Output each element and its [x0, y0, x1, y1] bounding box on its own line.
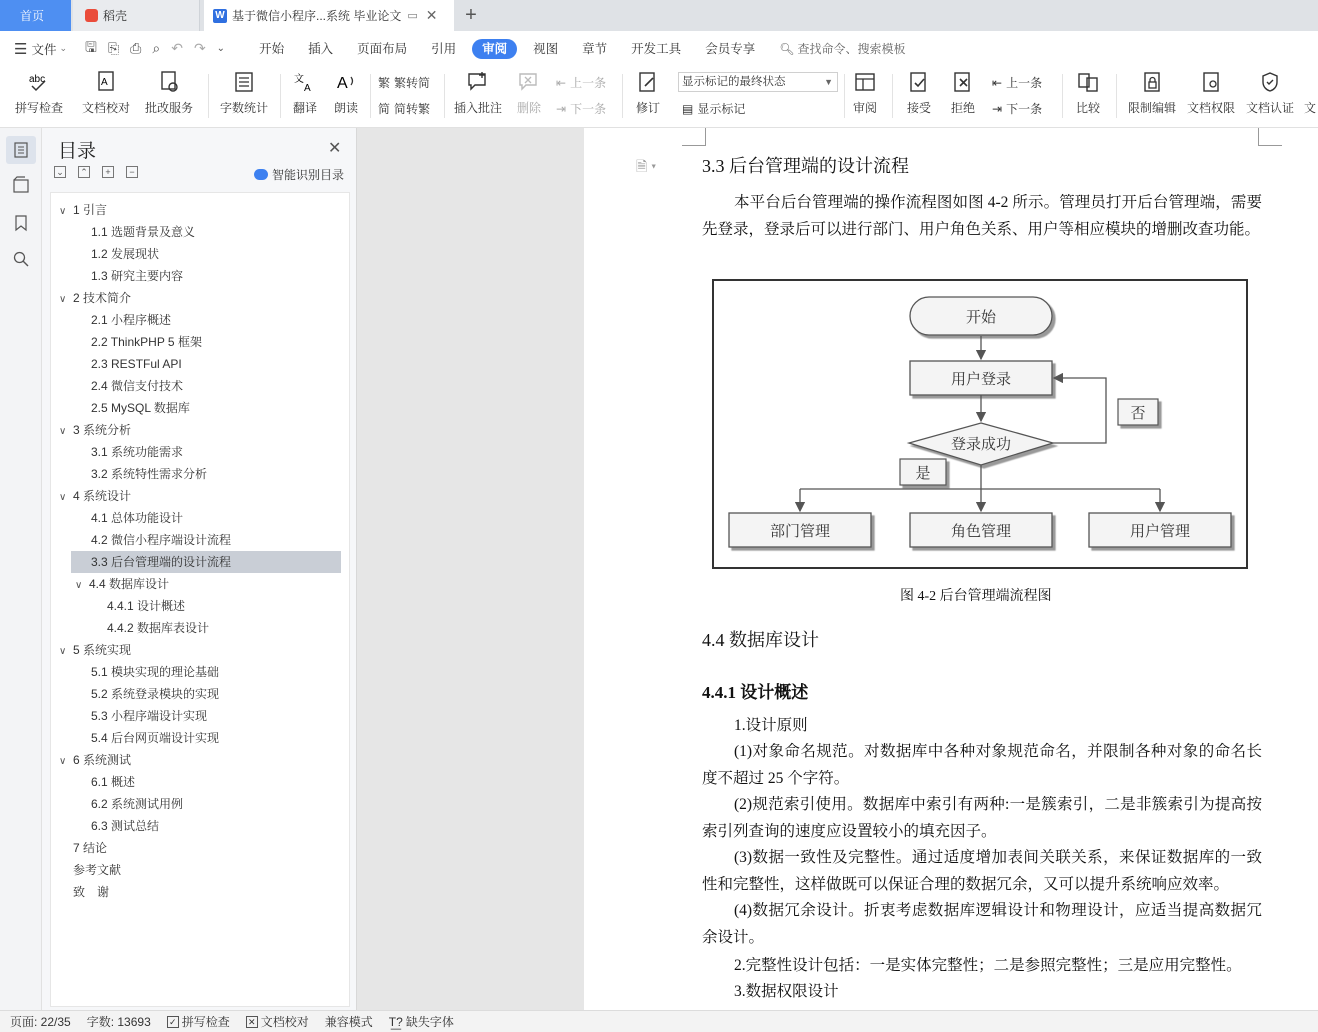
- accept-button[interactable]: [900, 66, 938, 126]
- tab-daoke-label: 稻壳: [103, 9, 128, 23]
- next-comment-label: 下一条: [570, 102, 607, 116]
- chevron-down-icon[interactable]: ∨: [59, 426, 67, 437]
- heading-design-overview: 4.4.1 设计概述: [702, 683, 809, 702]
- quick-access-toolbar: [85, 37, 225, 61]
- svg-text:A: A: [304, 83, 311, 94]
- toc-item[interactable]: [51, 419, 131, 441]
- print-preview-icon[interactable]: ⌕: [152, 40, 161, 56]
- toc-list: [50, 192, 350, 1007]
- toc-item-label: 1 引言: [73, 203, 108, 217]
- command-search[interactable]: [779, 40, 905, 57]
- compare-button[interactable]: [1068, 66, 1108, 126]
- status-spell-check[interactable]: [167, 1013, 230, 1030]
- toc-item[interactable]: [51, 485, 131, 507]
- toc-pane: [42, 128, 357, 1010]
- shield-icon: [1256, 69, 1284, 95]
- flow-start-label: 开始: [965, 308, 997, 326]
- compare-label: 比较: [1075, 101, 1100, 115]
- doc-auth-label: 文档认证: [1245, 101, 1294, 115]
- toc-item-label: 2 技术简介: [73, 291, 132, 305]
- toc-item-label: 2.5 MySQL 数据库: [91, 401, 190, 415]
- svg-text:A: A: [337, 75, 348, 92]
- review-pane-button[interactable]: [846, 66, 884, 126]
- toc-item[interactable]: [51, 199, 107, 221]
- remove-level-icon[interactable]: −: [126, 166, 138, 178]
- toc-item[interactable]: [51, 661, 219, 683]
- ribbon-tabs: [247, 39, 767, 59]
- show-markup-button[interactable]: [682, 100, 745, 117]
- toc-item[interactable]: [51, 397, 190, 419]
- insert-comment-button[interactable]: [450, 66, 506, 126]
- toc-item[interactable]: [51, 749, 131, 771]
- toc-item-label: 6.2 系统测试用例: [91, 797, 184, 811]
- toc-item[interactable]: [51, 815, 159, 837]
- chevron-down-icon: ▼: [824, 77, 833, 87]
- doc-auth-button[interactable]: [1242, 66, 1298, 126]
- insert-comment-label: 插入批注: [453, 101, 502, 115]
- monitor-icon[interactable]: ▭: [407, 10, 418, 22]
- toc-item-label: 4 系统设计: [73, 489, 132, 503]
- doc-permission-icon: [1197, 69, 1225, 95]
- search-icon: 🔍︎: [779, 42, 795, 56]
- tab-close-icon[interactable]: ✕: [425, 7, 438, 23]
- toc-item-label: 5.2 系统登录模块的实现: [91, 687, 220, 701]
- flow-yes-label: 是: [915, 464, 931, 482]
- expand-all-icon[interactable]: ⌃: [78, 166, 90, 178]
- chevron-down-icon[interactable]: ∨: [59, 756, 67, 767]
- batch-service-label: 批改服务: [144, 101, 193, 115]
- convert-icon: 繁: [378, 76, 391, 90]
- proofread-label: 文档校对: [81, 101, 130, 115]
- toc-item[interactable]: [51, 705, 207, 727]
- toc-item-label: 3.3 后台管理端的设计流程: [91, 555, 232, 569]
- toc-item[interactable]: [51, 507, 183, 529]
- toc-item[interactable]: [51, 793, 183, 815]
- toc-item[interactable]: [51, 837, 107, 859]
- next-comment-button[interactable]: [556, 100, 606, 117]
- export-icon[interactable]: ⎘: [107, 40, 120, 56]
- toc-item[interactable]: [51, 243, 159, 265]
- paragraph: (2)规范索引使用。数据库中索引有两种:一是簇索引，二是非簇索引为提高按索引列查询的速度应设置较小的填充因子。: [702, 796, 1262, 840]
- toc-item-label: 4.2 微信小程序端设计流程: [91, 533, 232, 547]
- add-level-icon[interactable]: +: [102, 166, 114, 178]
- toc-item-label: 7 结论: [73, 841, 108, 855]
- paragraph: 3.数据权限设计: [734, 983, 839, 1000]
- next-change-label: 下一条: [1006, 102, 1043, 116]
- menu-bar: [0, 31, 1318, 66]
- menu-tab-view[interactable]: 视图: [533, 41, 559, 56]
- menu-tab-insert[interactable]: 插入: [308, 41, 334, 56]
- flow-login-label: 用户登录: [950, 370, 1012, 388]
- translate-button[interactable]: [286, 66, 324, 126]
- menu-tab-developer[interactable]: 开发工具: [631, 41, 682, 56]
- show-markup-icon: ▤: [682, 101, 694, 116]
- toc-item-label: 1.3 研究主要内容: [91, 269, 184, 283]
- restrict-edit-label: 限制编辑: [1127, 101, 1176, 115]
- word-count-icon: [230, 69, 258, 95]
- customize-chevron-icon[interactable]: ⌄: [216, 43, 226, 54]
- command-search-label: 查找命令、搜索模板: [797, 42, 906, 56]
- spell-check-label: 拼写检查: [14, 101, 63, 115]
- toc-item-label: 2.1 小程序概述: [91, 313, 172, 327]
- hamburger-icon[interactable]: ☰: [14, 40, 28, 58]
- toc-item-label: 1.2 发展现状: [91, 247, 160, 261]
- toc-item-label: 2.3 RESTFul API: [91, 357, 182, 371]
- menu-tab-start[interactable]: 开始: [259, 41, 285, 56]
- redo-icon[interactable]: ↷: [193, 40, 206, 56]
- word-count-indicator[interactable]: 字数: 13693: [86, 1015, 151, 1029]
- spell-check-button[interactable]: [8, 66, 70, 126]
- tab-home-label: 首页: [20, 9, 45, 23]
- toc-item[interactable]: [51, 265, 183, 287]
- toc-item-label: 5.4 后台网页端设计实现: [91, 731, 220, 745]
- chevron-down-icon[interactable]: ∨: [59, 294, 67, 305]
- toc-item[interactable]: [51, 771, 135, 793]
- show-markup-label: 显示标记: [697, 102, 746, 116]
- next-change-button[interactable]: [992, 100, 1042, 117]
- markup-state-select[interactable]: [678, 72, 838, 92]
- compat-mode[interactable]: 兼容模式: [324, 1015, 373, 1029]
- batch-service-icon: [155, 69, 183, 95]
- toc-item[interactable]: [51, 353, 182, 375]
- ribbon-separator: [622, 74, 623, 118]
- toc-item-label: 5 系统实现: [73, 643, 132, 657]
- toc-item[interactable]: [51, 859, 121, 881]
- menu-tab-chapter[interactable]: 章节: [582, 41, 608, 56]
- accept-icon: [905, 69, 933, 95]
- toc-item[interactable]: [71, 551, 341, 573]
- revise-button[interactable]: [628, 66, 668, 126]
- prev-change-icon: ⇤: [992, 75, 1003, 90]
- print-icon[interactable]: ⎙: [130, 40, 142, 56]
- chapter-nav-icon[interactable]: [12, 176, 32, 196]
- doc-permission-button[interactable]: [1184, 66, 1238, 126]
- ribbon-separator: [1116, 74, 1117, 118]
- flow-dept-label: 部门管理: [769, 522, 831, 540]
- svg-text:A: A: [101, 77, 108, 88]
- toc-item-label: 4.4 数据库设计: [89, 577, 170, 591]
- tab-document-label: 基于微信小程序...系统 毕业论文: [232, 9, 402, 23]
- toc-item[interactable]: [51, 683, 219, 705]
- lock-icon: [1138, 69, 1166, 95]
- toc-item-label: 4.4.1 设计概述: [107, 599, 186, 613]
- status-spell-label: 拼写检查: [181, 1015, 230, 1029]
- review-pane-label: 审阅: [852, 101, 877, 115]
- toc-item[interactable]: [51, 309, 171, 331]
- chevron-down-icon[interactable]: ∨: [59, 646, 67, 657]
- to-traditional-button[interactable]: [378, 74, 430, 91]
- menu-tab-reference[interactable]: 引用: [431, 41, 457, 56]
- translate-icon: [291, 69, 319, 95]
- menu-tab-page-layout[interactable]: 页面布局: [357, 41, 408, 56]
- toc-item[interactable]: [51, 639, 131, 661]
- next-change-icon: ⇥: [992, 101, 1003, 116]
- chevron-down-icon[interactable]: ∨: [75, 580, 83, 591]
- read-aloud-button[interactable]: [328, 66, 364, 126]
- toc-item-label: 5.1 模块实现的理论基础: [91, 665, 220, 679]
- paragraph: (1)对象命名规范。对数据库中各种对象规范命名，并限制各种对象的命名长度不超过 25 个字符。: [702, 743, 1262, 787]
- toc-nav-icon[interactable]: [6, 136, 36, 164]
- to-simplified-label: 简转繁: [394, 102, 431, 116]
- toc-close-icon[interactable]: ✕: [328, 140, 342, 157]
- toc-item[interactable]: [51, 595, 185, 617]
- delete-comment-button[interactable]: [510, 66, 548, 126]
- toc-item[interactable]: [51, 529, 231, 551]
- flowchart-svg: [714, 281, 1246, 567]
- bookmark-icon[interactable]: [12, 214, 32, 234]
- flow-role-label: 角色管理: [950, 522, 1012, 540]
- translate-label: 翻译: [292, 101, 317, 115]
- doc-permission-label: 文档权限: [1186, 101, 1235, 115]
- chevron-down-icon[interactable]: ∨: [59, 206, 67, 217]
- paragraph: 1.设计原则: [734, 717, 808, 734]
- ribbon-overflow-label: 文: [1303, 101, 1316, 115]
- status-bar: [0, 1010, 1318, 1032]
- spell-check-icon: [25, 69, 53, 95]
- new-tab-button[interactable]: +: [465, 4, 477, 26]
- proofread-icon: [92, 69, 120, 95]
- ribbon-separator: [280, 74, 281, 118]
- prev-comment-button[interactable]: [556, 74, 606, 91]
- menu-tab-member[interactable]: 会员专享: [705, 41, 756, 56]
- ribbon-separator: [370, 74, 371, 118]
- heading-database-design: 4.4 数据库设计: [702, 630, 819, 650]
- chevron-down-icon[interactable]: ∨: [59, 492, 67, 503]
- toc-item[interactable]: [51, 287, 131, 309]
- toc-item-label: 6.3 测试总结: [91, 819, 160, 833]
- toc-title: 目录: [58, 141, 97, 162]
- toc-item-label: 3.1 系统功能需求: [91, 445, 184, 459]
- toc-item-label: 3.2 系统特性需求分析: [91, 467, 208, 481]
- svg-text:abc: abc: [29, 74, 46, 85]
- flow-user-label: 用户管理: [1129, 522, 1191, 540]
- toc-item-label: 致 谢: [73, 885, 110, 899]
- section-heading: 3.3 后台管理端的设计流程: [702, 156, 909, 176]
- toc-item[interactable]: [51, 463, 207, 485]
- paragraph-options-icon[interactable]: 🗎 ▾: [636, 158, 657, 174]
- toc-item-label: 4.4.2 数据库表设计: [107, 621, 210, 635]
- tab-home[interactable]: [0, 0, 71, 31]
- restrict-edit-button[interactable]: [1124, 66, 1180, 126]
- checkbox-checked-icon: ✓: [167, 1016, 179, 1028]
- smart-toc-button[interactable]: [254, 166, 344, 183]
- robot-icon: [254, 169, 268, 180]
- batch-service-button[interactable]: [138, 66, 200, 126]
- delete-comment-label: 删除: [516, 101, 541, 115]
- reject-button[interactable]: [944, 66, 982, 126]
- toc-item-label: 4.1 总体功能设计: [91, 511, 184, 525]
- toc-item-label: 1.1 选题背景及意义: [91, 225, 196, 239]
- toc-item[interactable]: [51, 331, 202, 353]
- proofread-button[interactable]: [76, 66, 136, 126]
- missing-font-icon: T͟?: [388, 1014, 403, 1029]
- missing-font-indicator[interactable]: [389, 1013, 454, 1030]
- toc-item[interactable]: [51, 375, 183, 397]
- status-proofread[interactable]: [246, 1013, 309, 1030]
- tab-daoke[interactable]: [73, 0, 200, 31]
- find-icon[interactable]: [12, 250, 32, 270]
- smart-toc-label: 智能识别目录: [272, 168, 345, 182]
- reject-icon: [949, 69, 977, 95]
- markup-state-value: 显示标记的最终状态: [682, 76, 786, 88]
- toc-toolbar: [54, 166, 138, 178]
- figure-caption: 图 4-2 后台管理端流程图: [900, 589, 1052, 604]
- wps-writer-icon: W: [213, 9, 227, 23]
- next-comment-icon: ⇥: [556, 101, 567, 116]
- flow-decision-label: 登录成功: [950, 435, 1012, 453]
- flow-no-path: [1053, 378, 1106, 443]
- read-aloud-icon: [332, 69, 360, 95]
- ribbon-separator: [444, 74, 445, 118]
- ribbon-separator: [892, 74, 893, 118]
- toc-item-label: 参考文献: [73, 863, 122, 877]
- margin-corner-mark: [682, 128, 706, 146]
- toc-item-label: 3 系统分析: [73, 423, 132, 437]
- revise-label: 修订: [635, 101, 660, 115]
- toc-item-label: 2.4 微信支付技术: [91, 379, 184, 393]
- menu-tab-review[interactable]: 审阅: [472, 39, 517, 59]
- tab-bar: [0, 0, 1318, 31]
- intro-paragraph: 本平台后台管理端的操作流程图如图 4-2 所示。管理员打开后台管理端，需要先登录，登录后可以进行部门、用户角色关系、用户等相应模块的增删改查功能。: [702, 194, 1262, 238]
- ribbon-overflow-item[interactable]: [1302, 66, 1318, 126]
- svg-text:文: 文: [294, 74, 304, 85]
- toc-item-label: 6.1 概述: [91, 775, 136, 789]
- word-count-label: 字数统计: [219, 101, 268, 115]
- delete-comment-icon: [515, 69, 543, 95]
- revise-icon: [634, 69, 662, 95]
- page-indicator[interactable]: 页面: 22/35: [10, 1015, 71, 1029]
- review-ribbon: [0, 66, 1318, 128]
- toc-item-label: 5.3 小程序端设计实现: [91, 709, 208, 723]
- prev-comment-label: 上一条: [570, 76, 607, 90]
- tab-document[interactable]: [204, 0, 454, 31]
- ribbon-separator: [844, 74, 845, 118]
- prev-comment-icon: ⇤: [556, 75, 567, 90]
- paragraph: (4)数据冗余设计。折衷考虑数据库逻辑设计和物理设计，应适当提高数据冗余设计。: [702, 902, 1262, 946]
- paragraph: 2.完整性设计包括：一是实体完整性；二是参照完整性；三是应用完整性。: [734, 957, 1242, 974]
- toc-item[interactable]: [51, 727, 219, 749]
- missing-font-label: 缺失字体: [405, 1015, 454, 1029]
- ribbon-separator: [1062, 74, 1063, 118]
- navigation-strip: [0, 128, 42, 1010]
- prev-change-button[interactable]: [992, 74, 1042, 91]
- collapse-all-icon[interactable]: ⌄: [54, 166, 66, 178]
- margin-corner-mark: [1258, 128, 1282, 146]
- undo-icon[interactable]: ↶: [171, 40, 183, 56]
- save-icon[interactable]: 🖫: [85, 38, 97, 55]
- review-pane-icon: [851, 69, 879, 95]
- convert-icon: 简: [378, 102, 391, 116]
- read-aloud-label: 朗读: [333, 101, 358, 115]
- insert-comment-icon: [464, 69, 492, 95]
- daoke-logo-icon: [85, 9, 98, 22]
- toc-item[interactable]: [51, 221, 195, 243]
- toc-item[interactable]: [51, 881, 109, 903]
- ribbon-separator: [208, 74, 209, 118]
- toc-item[interactable]: [51, 617, 209, 639]
- flow-no-label: 否: [1130, 404, 1146, 422]
- document-area: [358, 128, 1318, 1010]
- document-page[interactable]: [584, 128, 1318, 1010]
- reject-label: 拒绝: [950, 101, 975, 115]
- file-menu[interactable]: 文件: [31, 42, 57, 57]
- toc-item[interactable]: [51, 441, 183, 463]
- toc-item-label: 6 系统测试: [73, 753, 132, 767]
- flowchart-figure: [712, 279, 1248, 569]
- paragraph: (3)数据一致性及完整性。通过适度增加表间关联关系，来保证数据库的一致性和完整性，这样做既可以保证合理的数据冗余，又可以提升系统响应效率。: [702, 849, 1262, 893]
- checkbox-x-icon: ✕: [246, 1016, 258, 1028]
- to-simplified-button[interactable]: [378, 100, 430, 117]
- prev-change-label: 上一条: [1006, 76, 1043, 90]
- toc-item-label: 2.2 ThinkPHP 5 框架: [91, 335, 202, 349]
- accept-label: 接受: [906, 101, 931, 115]
- status-proof-label: 文档校对: [260, 1015, 309, 1029]
- file-chevron-down-icon[interactable]: ⌄: [59, 43, 68, 53]
- compare-icon: [1074, 69, 1102, 95]
- toc-item[interactable]: [51, 573, 169, 595]
- to-traditional-label: 繁转简: [394, 76, 431, 90]
- word-count-button[interactable]: [216, 66, 272, 126]
